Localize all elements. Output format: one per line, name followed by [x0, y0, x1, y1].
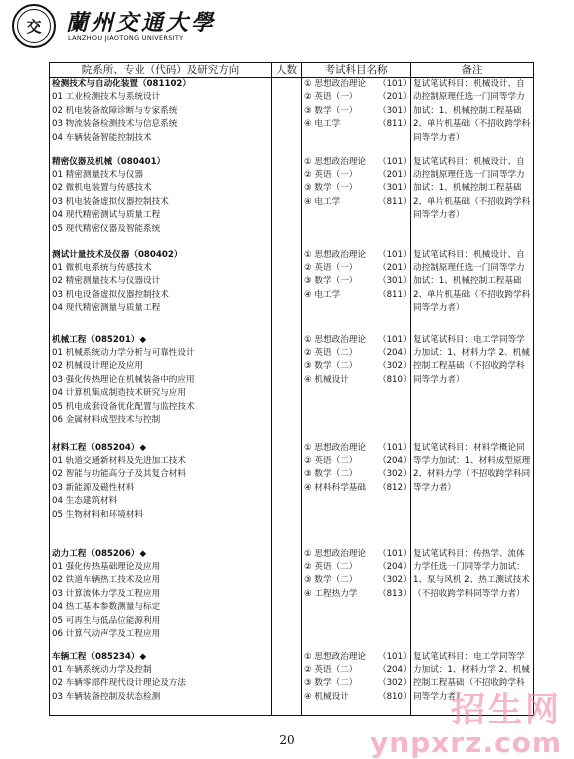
research-direction: 01 工业检测技术与系统设计	[52, 92, 161, 103]
research-direction: 01 微机电系统与传感技术	[52, 262, 152, 273]
subject-code: （204）	[378, 664, 412, 675]
subject-code: （302）	[378, 678, 412, 689]
subject-name: ③ 数学（二）	[304, 469, 358, 480]
notes-text: 复试笔试科目：电工学同等学力加试：1、材料力学 2、机械控制工程基础（不招收跨学科同等学力者）	[413, 334, 530, 385]
watermark-url: ynpxrz.com	[369, 726, 562, 759]
subject-name: ① 思想政治理论	[304, 651, 366, 662]
subject-code: （813）	[378, 588, 412, 599]
count-cell	[272, 78, 302, 156]
research-direction: 03 车辆装备控制及状态检测	[52, 691, 161, 702]
subject-code: （204）	[378, 561, 412, 572]
program-title: 检测技术与自动化装置（081102）	[52, 79, 192, 89]
subject-name: ① 思想政治理论	[304, 79, 366, 89]
research-direction: 03 强化传热理论在机械装备中的应用	[52, 374, 195, 385]
subject-code: （101）	[378, 442, 412, 453]
subject-code: （302）	[378, 575, 412, 586]
subject-code: （204）	[378, 347, 412, 358]
subject-name: ④ 电工学	[304, 196, 341, 207]
subject-name: ③ 数学（一）	[304, 105, 358, 116]
subject-code: （204）	[378, 455, 412, 466]
research-direction: 04 现代精密测试与质量工程	[52, 210, 161, 221]
research-direction: 05 现代精密仪器及智能系统	[52, 223, 161, 234]
university-logo	[12, 4, 56, 48]
program-title: 机械工程（085201）◆	[52, 334, 147, 345]
program-title: 材料工程（085204）◆	[52, 442, 147, 453]
subject-name: ② 英语（二）	[304, 455, 358, 466]
subject-name: ④ 工程热力学	[304, 588, 358, 599]
dept-cell	[50, 156, 272, 249]
subject-name: ④ 电工学	[304, 119, 341, 130]
exam-subject	[304, 182, 412, 195]
research-direction: 04 车辆装备智能控制技术	[52, 132, 152, 143]
research-direction: 03 计算流体力学及工程应用	[52, 588, 161, 599]
subject-name: ④ 材料科学基础	[304, 482, 366, 493]
exam-subject	[304, 249, 412, 262]
notes-cell	[411, 78, 534, 156]
program-title: 车辆工程（085234）◆	[52, 651, 147, 662]
subject-name: ① 思想政治理论	[304, 156, 366, 167]
exam-subject	[304, 262, 412, 275]
count-cell	[272, 249, 302, 334]
count-cell	[272, 548, 302, 651]
exam-subject	[304, 651, 412, 664]
subject-code: （101）	[378, 548, 412, 559]
dept-cell	[50, 78, 272, 156]
notes-text: 复试笔试科目：材料学概论同等学力加试：1、材料成型原理 2、材料力学（不招收跨学科同等学力者）	[413, 442, 531, 493]
subject-code: （301）	[378, 183, 412, 194]
research-direction: 01 车辆系统动力学及控制	[52, 664, 152, 675]
notes-cell	[411, 334, 534, 442]
table-row	[50, 334, 534, 442]
subject-name: ③ 数学（二）	[304, 678, 358, 689]
watermark	[370, 692, 562, 758]
dept-cell	[50, 651, 272, 716]
exam-subject	[304, 78, 412, 91]
research-direction: 04 计算机集成制造技术研究与应用	[52, 388, 186, 399]
research-direction: 02 机电装备故障诊断与专家系统	[52, 105, 178, 116]
exam-subject	[304, 374, 412, 387]
notes-text: 复试笔试科目：机械设计、自动控制原理任选一门同等学力加试：1、机械控制工程基础 2、单片机基础（不招收跨学科同等学力者）	[413, 79, 531, 143]
exam-subject	[304, 347, 412, 360]
research-direction: 02 精密测量技术与仪器设计	[52, 276, 161, 287]
research-direction: 03 新能源及磁性材料	[52, 482, 135, 493]
subjects-cell	[302, 78, 411, 156]
exam-subject	[304, 196, 412, 209]
subject-name: ② 英语（一）	[304, 169, 358, 180]
subject-name: ① 思想政治理论	[304, 334, 366, 345]
count-cell	[272, 334, 302, 442]
count-cell	[272, 651, 302, 716]
count-cell	[272, 442, 302, 548]
subject-code: （101）	[378, 651, 412, 662]
subject-code: （810）	[378, 374, 412, 385]
header-subjects: 考试科目名称	[302, 63, 411, 78]
exam-subject	[304, 482, 412, 495]
research-direction: 05 生物材料和环境材料	[52, 509, 144, 520]
research-direction: 06 金属材料成型技术与控制	[52, 414, 161, 425]
subject-code: （101）	[378, 79, 412, 89]
subject-code: （810）	[378, 691, 412, 702]
research-direction: 03 机电设备虚拟仪器控制技术	[52, 289, 169, 300]
exam-subject	[304, 455, 412, 468]
program-title: 动力工程（085206）◆	[52, 548, 147, 559]
subject-name: ① 思想政治理论	[304, 442, 366, 453]
exam-subject	[304, 105, 412, 118]
subject-name: ④ 电工学	[304, 289, 341, 300]
research-direction: 04 热工基本参数测量与标定	[52, 602, 161, 613]
dept-cell	[50, 334, 272, 442]
subjects-cell	[302, 334, 411, 442]
subjects-cell	[302, 548, 411, 651]
subject-name: ③ 数学（二）	[304, 361, 358, 372]
exam-subject	[304, 574, 412, 587]
table-row	[50, 548, 534, 651]
notes-cell	[411, 548, 534, 651]
subject-name: ③ 数学（二）	[304, 575, 358, 586]
program-title: 测试计量技术及仪器（080402）	[52, 249, 183, 260]
subject-name: ④ 机械设计	[304, 691, 349, 702]
exam-subject	[304, 169, 412, 182]
table-header-row	[50, 63, 534, 78]
watermark-cn: 招生网	[451, 690, 562, 730]
subject-code: （811）	[378, 289, 412, 300]
table-body	[50, 78, 534, 716]
notes-cell	[411, 442, 534, 548]
research-direction: 04 现代精密测量与质量工程	[52, 303, 161, 314]
subject-code: （101）	[378, 334, 412, 345]
subject-code: （201）	[378, 92, 412, 103]
exam-subject	[304, 588, 412, 601]
count-cell	[272, 156, 302, 249]
table-row	[50, 249, 534, 334]
exam-subject	[304, 677, 412, 690]
research-direction: 06 计算气动声学及工程应用	[52, 628, 161, 639]
notes-cell	[411, 156, 534, 249]
exam-subject	[304, 334, 412, 347]
research-direction: 02 机械设计理论及应用	[52, 361, 144, 372]
university-name-en: LANZHOU JIAOTONG UNIVERSITY	[68, 34, 184, 42]
subject-name: ③ 数学（一）	[304, 276, 358, 287]
subject-code: （301）	[378, 276, 412, 287]
page-number: 20	[279, 733, 295, 747]
table-row	[50, 442, 534, 548]
exam-subject	[304, 118, 412, 131]
subject-name: ② 英语（二）	[304, 347, 358, 358]
subject-name: ① 思想政治理论	[304, 548, 366, 559]
subject-code: （301）	[378, 105, 412, 116]
subject-name: ④ 机械设计	[304, 374, 349, 385]
research-direction: 02 车辆零部件现代设计理论及方法	[52, 678, 186, 689]
research-direction: 02 智能与功能高分子及其复合材料	[52, 469, 186, 480]
dept-cell	[50, 442, 272, 548]
research-direction: 01 精密测量技术与仪器	[52, 169, 144, 180]
subject-name: ② 英语（一）	[304, 262, 358, 273]
research-direction: 02 铁道车辆热工技术及应用	[52, 575, 161, 586]
subject-name: ② 英语（二）	[304, 561, 358, 572]
notes-text: 复试笔试科目：机械设计、自动控制原理任选一门同等学力加试：1、机械控制工程基础 2、单片机基础（不招收跨学科同等学力者）	[413, 249, 531, 314]
subject-name: ③ 数学（一）	[304, 183, 358, 194]
header-count: 人数	[272, 63, 302, 78]
exam-subject	[304, 548, 412, 561]
research-direction: 05 机电成套设备优化配置与监控技术	[52, 401, 195, 412]
research-direction: 01 机械系统动力学分析与可靠性设计	[52, 347, 195, 358]
exam-subject	[304, 91, 412, 104]
subject-code: （302）	[378, 469, 412, 480]
notes-text: 复试笔试科目：电工学同等学力加试：1、材料力学 2、机械控制工程基础（不招收跨学科同等学力者）	[413, 651, 530, 702]
university-logo-emblem: 交	[17, 9, 51, 43]
header-dept: 院系所、专业（代码）及研究方向	[50, 63, 272, 78]
exam-subject	[304, 664, 412, 677]
research-direction: 03 物流装备检测技术与信息系统	[52, 119, 178, 130]
subject-name: ② 英语（一）	[304, 92, 358, 103]
header-notes: 备注	[411, 63, 534, 78]
research-direction: 01 强化传热基础理论及应用	[52, 561, 161, 572]
subject-code: （811）	[378, 119, 412, 130]
subjects-cell	[302, 156, 411, 249]
notes-text: 复试笔试科目：机械设计、自动控制原理任选一门同等学力加试：1、机械控制工程基础 2、单片机基础（不招收跨学科同等学力者）	[413, 156, 531, 221]
subject-code: （201）	[378, 169, 412, 180]
subject-code: （101）	[378, 156, 412, 167]
subject-code: （201）	[378, 262, 412, 273]
exam-subject	[304, 360, 412, 373]
exam-subject	[304, 468, 412, 481]
exam-subject	[304, 275, 412, 288]
subjects-cell	[302, 442, 411, 548]
subject-name: ① 思想政治理论	[304, 249, 366, 260]
table-row	[50, 156, 534, 249]
dept-cell	[50, 548, 272, 651]
exam-subject	[304, 156, 412, 169]
notes-cell	[411, 249, 534, 334]
research-direction: 02 微机电装置与传感技术	[52, 183, 152, 194]
exam-subject	[304, 561, 412, 574]
page-header	[12, 4, 562, 50]
notes-text: 复试笔试科目：传热学、流体力学任选一门同等学力加试：1、泵与风机 2、热工测试技术（不招收跨学科同等学力者）	[413, 548, 530, 599]
subject-name: ② 英语（二）	[304, 664, 358, 675]
research-direction: 05 可再生与低品位能源利用	[52, 615, 161, 626]
research-direction: 04 生态建筑材料	[52, 496, 118, 507]
subject-code: （812）	[378, 482, 412, 493]
research-direction: 03 机电装备虚拟仪器控制技术	[52, 196, 169, 207]
research-direction: 01 轨道交通新材料及先进加工技术	[52, 455, 186, 466]
subject-code: （811）	[378, 196, 412, 207]
admissions-table	[49, 62, 534, 716]
table-row	[50, 78, 534, 156]
subject-code: （302）	[378, 361, 412, 372]
exam-subject	[304, 442, 412, 455]
exam-subject	[304, 289, 412, 302]
dept-cell	[50, 249, 272, 334]
program-title: 精密仪器及机械（080401）	[52, 156, 166, 167]
subject-code: （101）	[378, 249, 412, 260]
subjects-cell	[302, 249, 411, 334]
university-name: 蘭州交通大學	[66, 10, 217, 36]
